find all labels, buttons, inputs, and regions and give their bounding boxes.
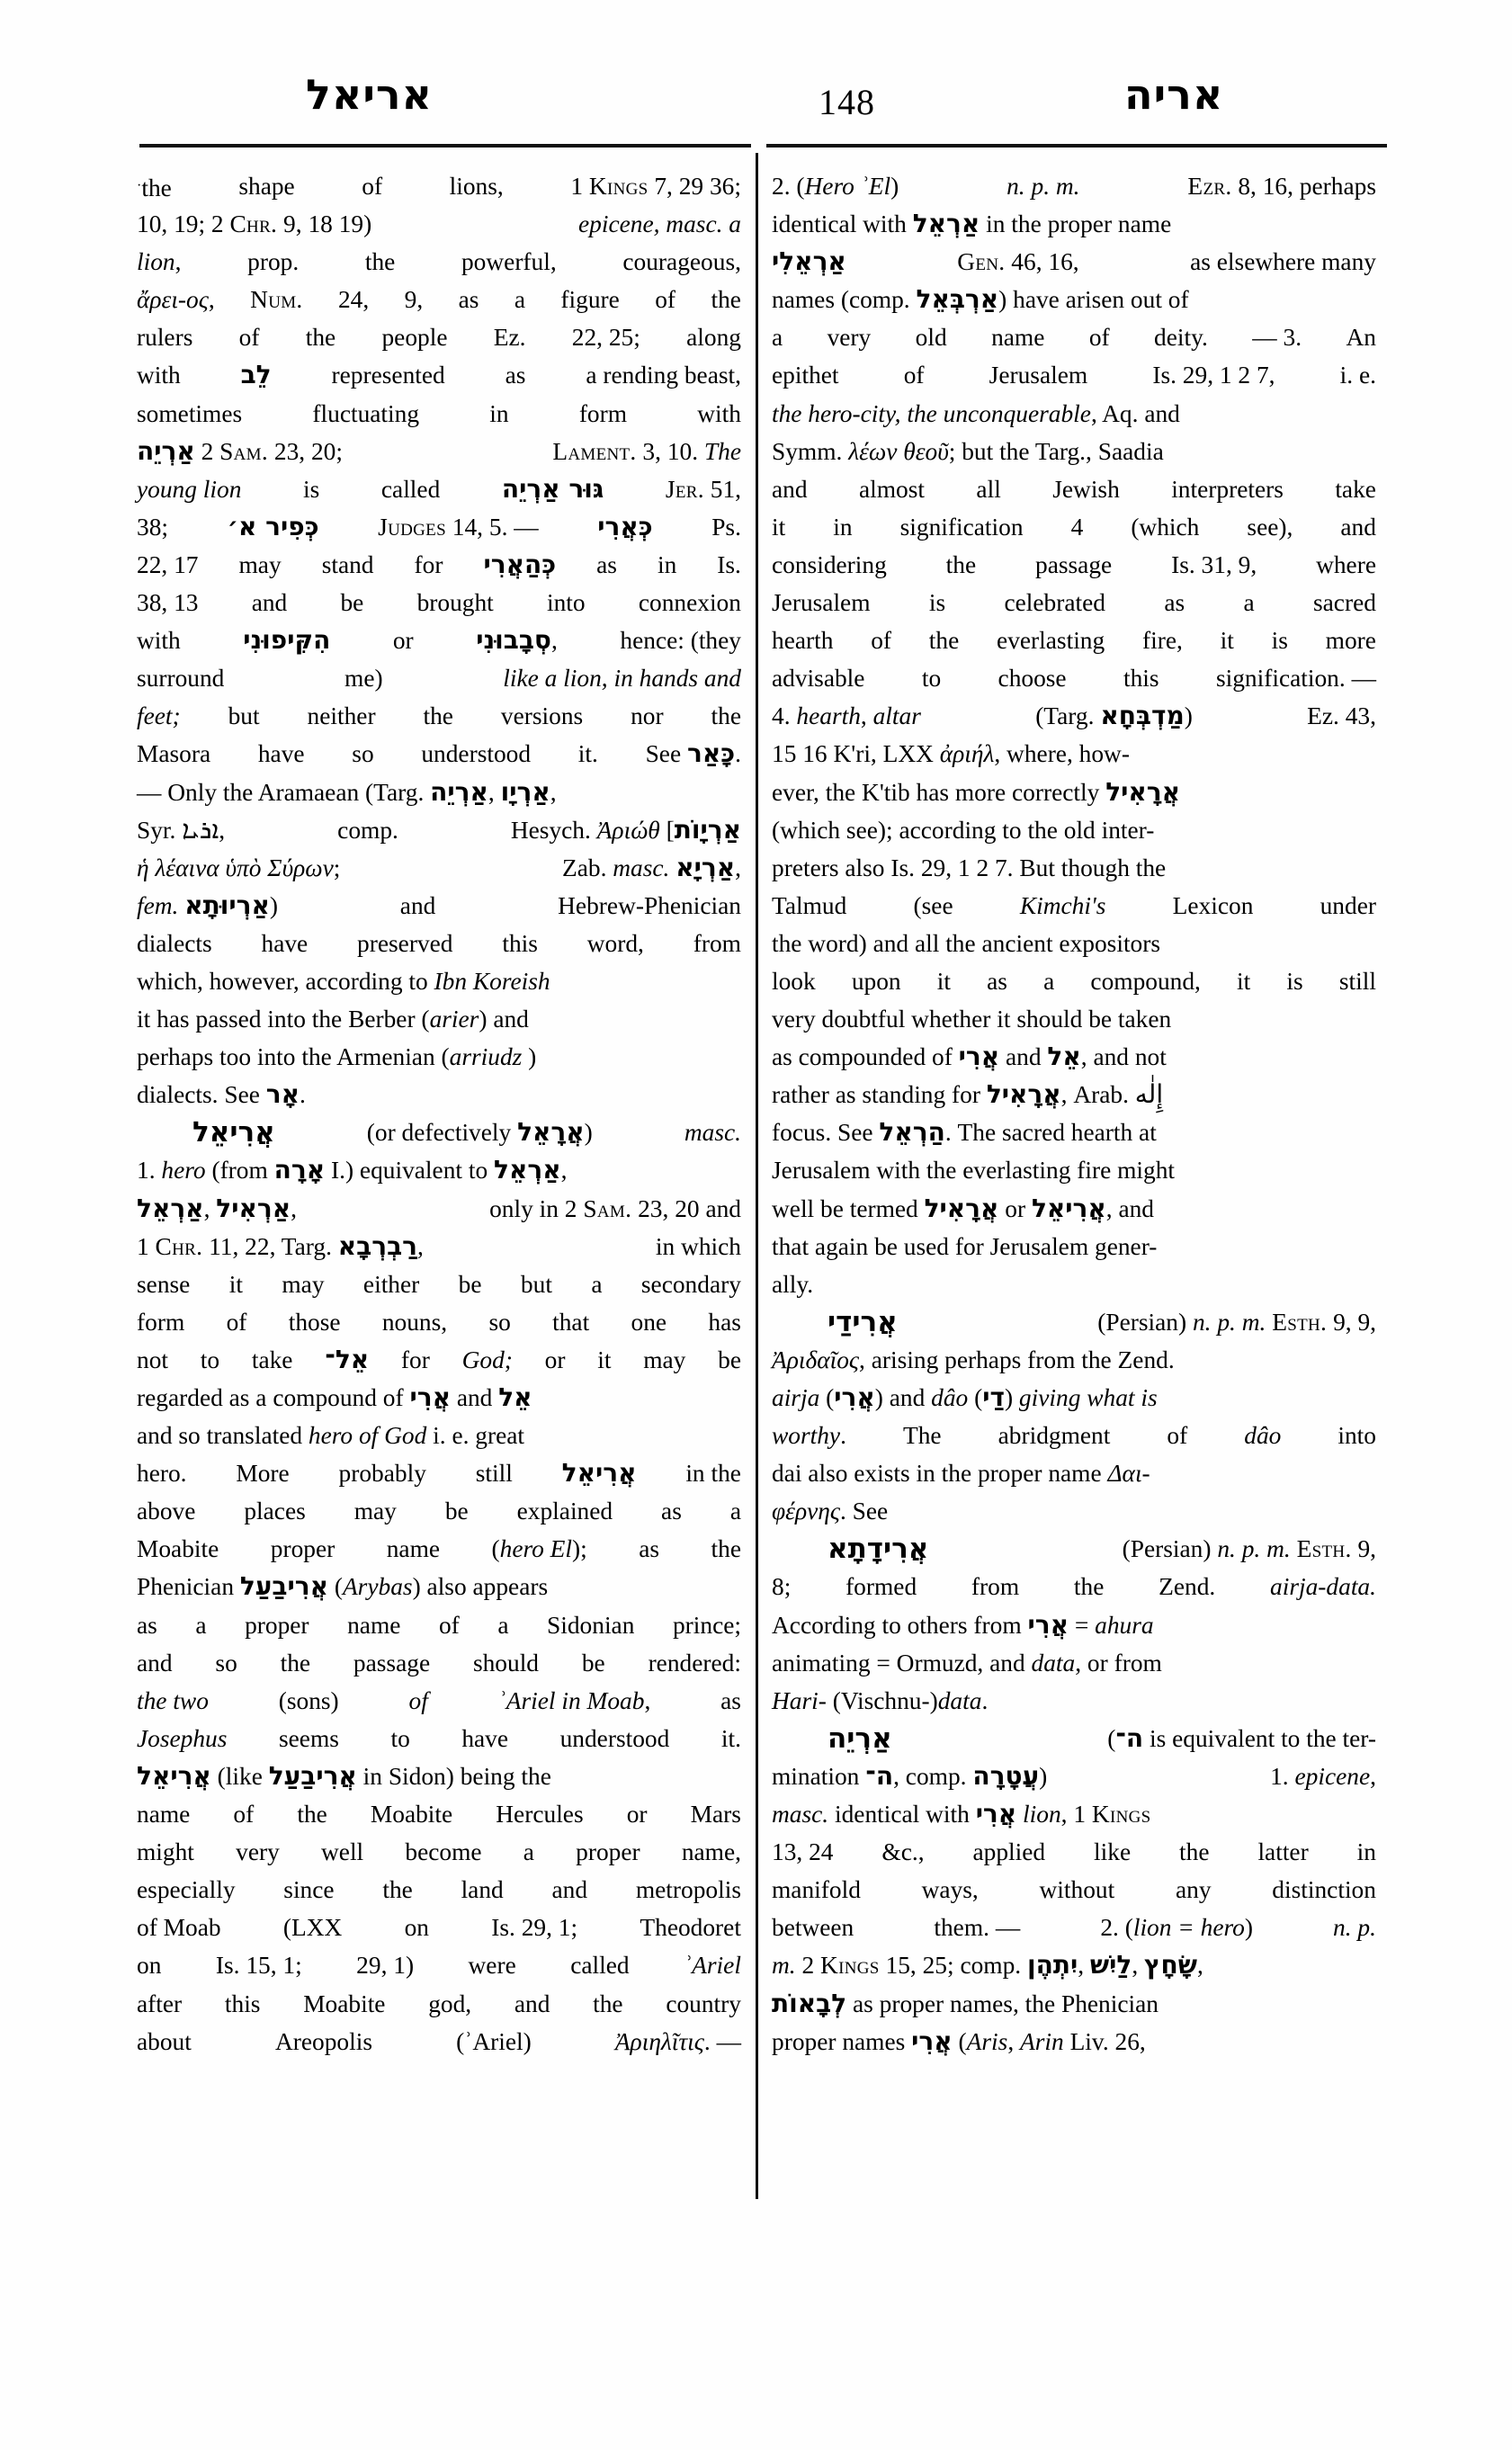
- text-line: and so translated hero of God i. e. great: [137, 1422, 525, 1450]
- text-line: epithet of Jerusalem Is. 29, 1 2 7, i. e.: [772, 362, 1376, 389]
- text-line: which, however, according to Ibn Koreish: [137, 967, 550, 995]
- text-line: masc. identical with אֲרִי lion, 1 Kings: [772, 1799, 1151, 1829]
- text-line: φέρνης. See: [772, 1498, 889, 1525]
- text-line: regarded as a compound of אֲרִי and אֵל: [137, 1382, 532, 1412]
- entry-headword-line: אַרְיֵה (ה־ is equivalent to the ter-: [828, 1721, 1376, 1755]
- text-line: as compounded of אֲרִי and אֵל, and not: [772, 1042, 1167, 1072]
- entry-headword-line: אֲרִידָתָא (Persian) n. p. m. Esth. 9,: [828, 1533, 1376, 1566]
- text-line: 22, 17 may stand for כְּהַאֲרִי as in Is.: [137, 549, 741, 579]
- text-line: rulers of the people Ez. 22, 25; along: [137, 324, 741, 352]
- page-number: 148: [819, 82, 875, 122]
- text-line: might very well become a proper name,: [137, 1838, 741, 1866]
- text-line: Phenician אֲרִיבַעַל (Arybas) also appears: [137, 1571, 549, 1602]
- text-line: 8; formed from the Zend. airja-data.: [772, 1573, 1376, 1601]
- text-line: perhaps too into the Armenian (arriudz ): [137, 1043, 537, 1071]
- text-line: rather as standing for אֲרָאִיל, Arab. إِلٰه: [772, 1079, 1164, 1110]
- text-line: surround me) like a lion, in hands and: [137, 665, 741, 693]
- text-line: look upon it as a compound, it is still: [772, 967, 1376, 995]
- text-line: as a proper name of a Sidonian prince;: [137, 1611, 741, 1639]
- text-line: 15 16 K'ri, LXX ἀριήλ, where, how-: [772, 740, 1130, 768]
- text-line: mination ה־, comp. עֲטָרָה) 1. epicene,: [772, 1760, 1376, 1791]
- text-line: feet; but neither the versions nor the: [137, 702, 741, 730]
- text-line: names (comp. אַרְבְּאֵל) have arisen out of: [772, 284, 1189, 315]
- text-line: well be termed אֲרָאִיל or אֲרִיאֵל, and: [772, 1193, 1154, 1223]
- text-line: it in signification 4 (which see), and: [772, 513, 1376, 541]
- text-line: — Only the Aramaean (Targ. אַרְיֵה, אַרְיָו,: [137, 776, 557, 807]
- text-line: lion, prop. the powerful, courageous,: [137, 248, 741, 276]
- text-line: worthy. The abridgment of dâo into: [772, 1422, 1376, 1450]
- text-line: focus. See הַרְאֵל. The sacred hearth at: [772, 1117, 1157, 1148]
- text-line: sometimes fluctuating in form with: [137, 399, 741, 427]
- text-line: Talmud (see Kimchi's Lexicon under: [772, 891, 1376, 919]
- text-line: manifold ways, without any distinction: [772, 1876, 1376, 1904]
- text-line: considering the passage Is. 31, 9, where: [772, 550, 1376, 578]
- text-line: Josephus seems to have understood it.: [137, 1724, 741, 1752]
- text-line: proper names אֲרִי (Aris, Arin Liv. 26,: [772, 2025, 1146, 2056]
- text-line: a very old name of deity. — 3. An: [772, 324, 1376, 352]
- headword-hebrew: אֲרִיאֵל: [192, 1116, 275, 1149]
- text-line: אֲרִיאֵל (like אֲרִיבַעַל in Sidon) being the: [137, 1760, 551, 1791]
- text-line: אַרְאֵלִי Gen. 46, 16, as elsewhere many: [772, 246, 1376, 277]
- text-line: 1. hero (from אָרָה I.) equivalent to אַרְאֵל,: [137, 1155, 568, 1185]
- text-line: advisable to choose this signification. —: [772, 665, 1376, 693]
- text-line: airja (אֲרִי) and dâo (דַי) giving what is: [772, 1382, 1158, 1412]
- text-line: the word) and all the ancient expositors: [772, 929, 1161, 957]
- header-rule-left: [139, 144, 751, 148]
- text-line: Symm. λέων θεοῦ; but the Targ., Saadia: [772, 437, 1164, 465]
- text-line: between them. — 2. (lion = hero) n. p.: [772, 1914, 1376, 1942]
- text-line: very doubtful whether it should be taken: [772, 1006, 1172, 1033]
- entry-headword-line: אֲרִידַי (Persian) n. p. m. Esth. 9, 9,: [828, 1305, 1376, 1338]
- text-line: young lion is called גּוּר אַרְיֵה Jer. 51,: [137, 473, 741, 504]
- text-line: above places may be explained as a: [137, 1498, 741, 1525]
- text-line: לְבָאוֹת as proper names, the Phenician: [772, 1988, 1159, 2018]
- text-line: of Moab (LXX on Is. 29, 1; Theodoret: [137, 1914, 741, 1942]
- text-line: ἡ λέαινα ὑπὸ Σύρων; Zab. masc. אַרְיָא,: [137, 852, 741, 882]
- text-line: with לֵב represented as a rending beast,: [137, 360, 741, 390]
- entry-headword-line: אֲרִיאֵל (or defectively אֲרָאֵל) masc.: [192, 1116, 741, 1149]
- text-line: 2. (Hero ʾEl) n. p. m. Ezr. 8, 16, perhaps: [772, 173, 1376, 200]
- text-line: 38, 13 and be brought into connexion: [137, 589, 741, 617]
- headword-hebrew: אַרְיֵה: [828, 1721, 892, 1755]
- text-line: dai also exists in the proper name Δαι-: [772, 1460, 1150, 1488]
- text-line: אַרְאֵל, אַרְאִיל, only in 2 Sam. 23, 20 and: [137, 1193, 741, 1223]
- running-head-right-hebrew: אריה: [1124, 70, 1224, 119]
- running-head: [135, 70, 1394, 137]
- text-line: dialects have preserved this word, from: [137, 929, 741, 957]
- left-column: [137, 167, 741, 2061]
- text-line: animating = Ormuzd, and data, or from: [772, 1649, 1162, 1677]
- text-line: the hero-city, the unconquerable, Aq. and: [772, 399, 1180, 427]
- text-line: name of the Moabite Hercules or Mars: [137, 1801, 741, 1829]
- text-line: fem. אַרְיוּתָא) and Hebrew-Phenician: [137, 890, 741, 920]
- text-line: ever, the K'tib has more correctly אֲרָאִיל: [772, 776, 1180, 807]
- headword-hebrew: אֲרִידַי: [828, 1305, 898, 1338]
- text-line: Masora have so understood it. See כָּאַר.: [137, 738, 741, 769]
- text-line: about Areopolis (ʾAriel) Ἀριηλῖτις. —: [137, 2027, 741, 2055]
- text-line: 1 Chr. 11, 22, Targ. רַבְרְבָא, in which: [137, 1230, 741, 1261]
- text-line: 13, 24 &c., applied like the latter in: [772, 1838, 1376, 1866]
- text-line: Ἀριδαῖος, arising perhaps from the Zend.: [772, 1346, 1175, 1373]
- text-line: 38; כְּפִיר א׳ Judges 14, 5. — כְּאֲרִי Ps.: [137, 511, 741, 541]
- text-line: Hari- (Vischnu-)data.: [772, 1686, 989, 1714]
- right-column: [772, 167, 1376, 2061]
- text-line: ·the shape of lions, 1 Kings 7, 29 36;: [137, 173, 741, 202]
- text-line: it has passed into the Berber (arier) and: [137, 1006, 529, 1033]
- text-line: form of those nouns, so that one has: [137, 1308, 741, 1336]
- text-line: Jerusalem with the everlasting fire might: [772, 1157, 1176, 1185]
- text-line: According to others from אֲרִי = ahura: [772, 1609, 1154, 1640]
- text-line: identical with אַרְאֵל in the proper name: [772, 209, 1172, 239]
- text-line: especially since the land and metropolis: [137, 1876, 741, 1904]
- text-line: preters also Is. 29, 1 2 7. But though the: [772, 854, 1167, 881]
- text-line: Jerusalem is celebrated as a sacred: [772, 589, 1376, 617]
- headword-hebrew: אֲרִידָתָא: [828, 1533, 929, 1566]
- text-line: m. 2 Kings 15, 25; comp. יִתְהֶן, לַיִשׁ, שָׂחָץ,: [772, 1950, 1203, 1981]
- header-rule-right: [766, 144, 1387, 148]
- text-line: and so the passage should be rendered:: [137, 1649, 741, 1677]
- text-line: (which see); according to the old inter-: [772, 816, 1155, 844]
- text-line: that again be used for Jerusalem gener-: [772, 1232, 1158, 1260]
- column-separator: [756, 153, 758, 2199]
- running-head-left-hebrew: אריאל: [306, 70, 434, 119]
- text-line: 4. hearth, altar (Targ. מַדְבְּחָא) Ez. 43,: [772, 701, 1376, 731]
- text-line: 10, 19; 2 Chr. 9, 18 19) epicene, masc. a: [137, 210, 741, 238]
- text-line: Syr. ܐܪܝܐ, comp. Hesych. Ἀριώθ [אַרְיָוֹת: [137, 814, 741, 845]
- text-line: the two (sons) of ʾAriel in Moab, as: [137, 1686, 741, 1714]
- text-line: sense it may either be but a secondary: [137, 1270, 741, 1298]
- text-line: ally.: [772, 1270, 814, 1298]
- text-line: ἄρει-ος, Num. 24, 9, as a figure of the: [137, 286, 741, 314]
- text-line: hero. More probably still אֲרִיאֵל in the: [137, 1458, 741, 1489]
- text-line: with הִקִּיפוּנִי or סְבָבוּנִי, hence: (they: [137, 625, 741, 656]
- text-line: not to take אֵל־ for God; or it may be: [137, 1344, 741, 1374]
- text-line: on Is. 15, 1; 29, 1) were called ʾAriel: [137, 1952, 741, 1980]
- text-line: hearth of the everlasting fire, it is more: [772, 627, 1376, 655]
- text-line: and almost all Jewish interpreters take: [772, 475, 1376, 503]
- text-line: אַרְיֵה 2 Sam. 23, 20; Lament. 3, 10. The: [137, 435, 741, 466]
- text-line: after this Moabite god, and the country: [137, 1990, 741, 2017]
- text-line: dialects. See אָר.: [137, 1079, 306, 1110]
- text-line: Moabite proper name (hero El); as the: [137, 1535, 741, 1563]
